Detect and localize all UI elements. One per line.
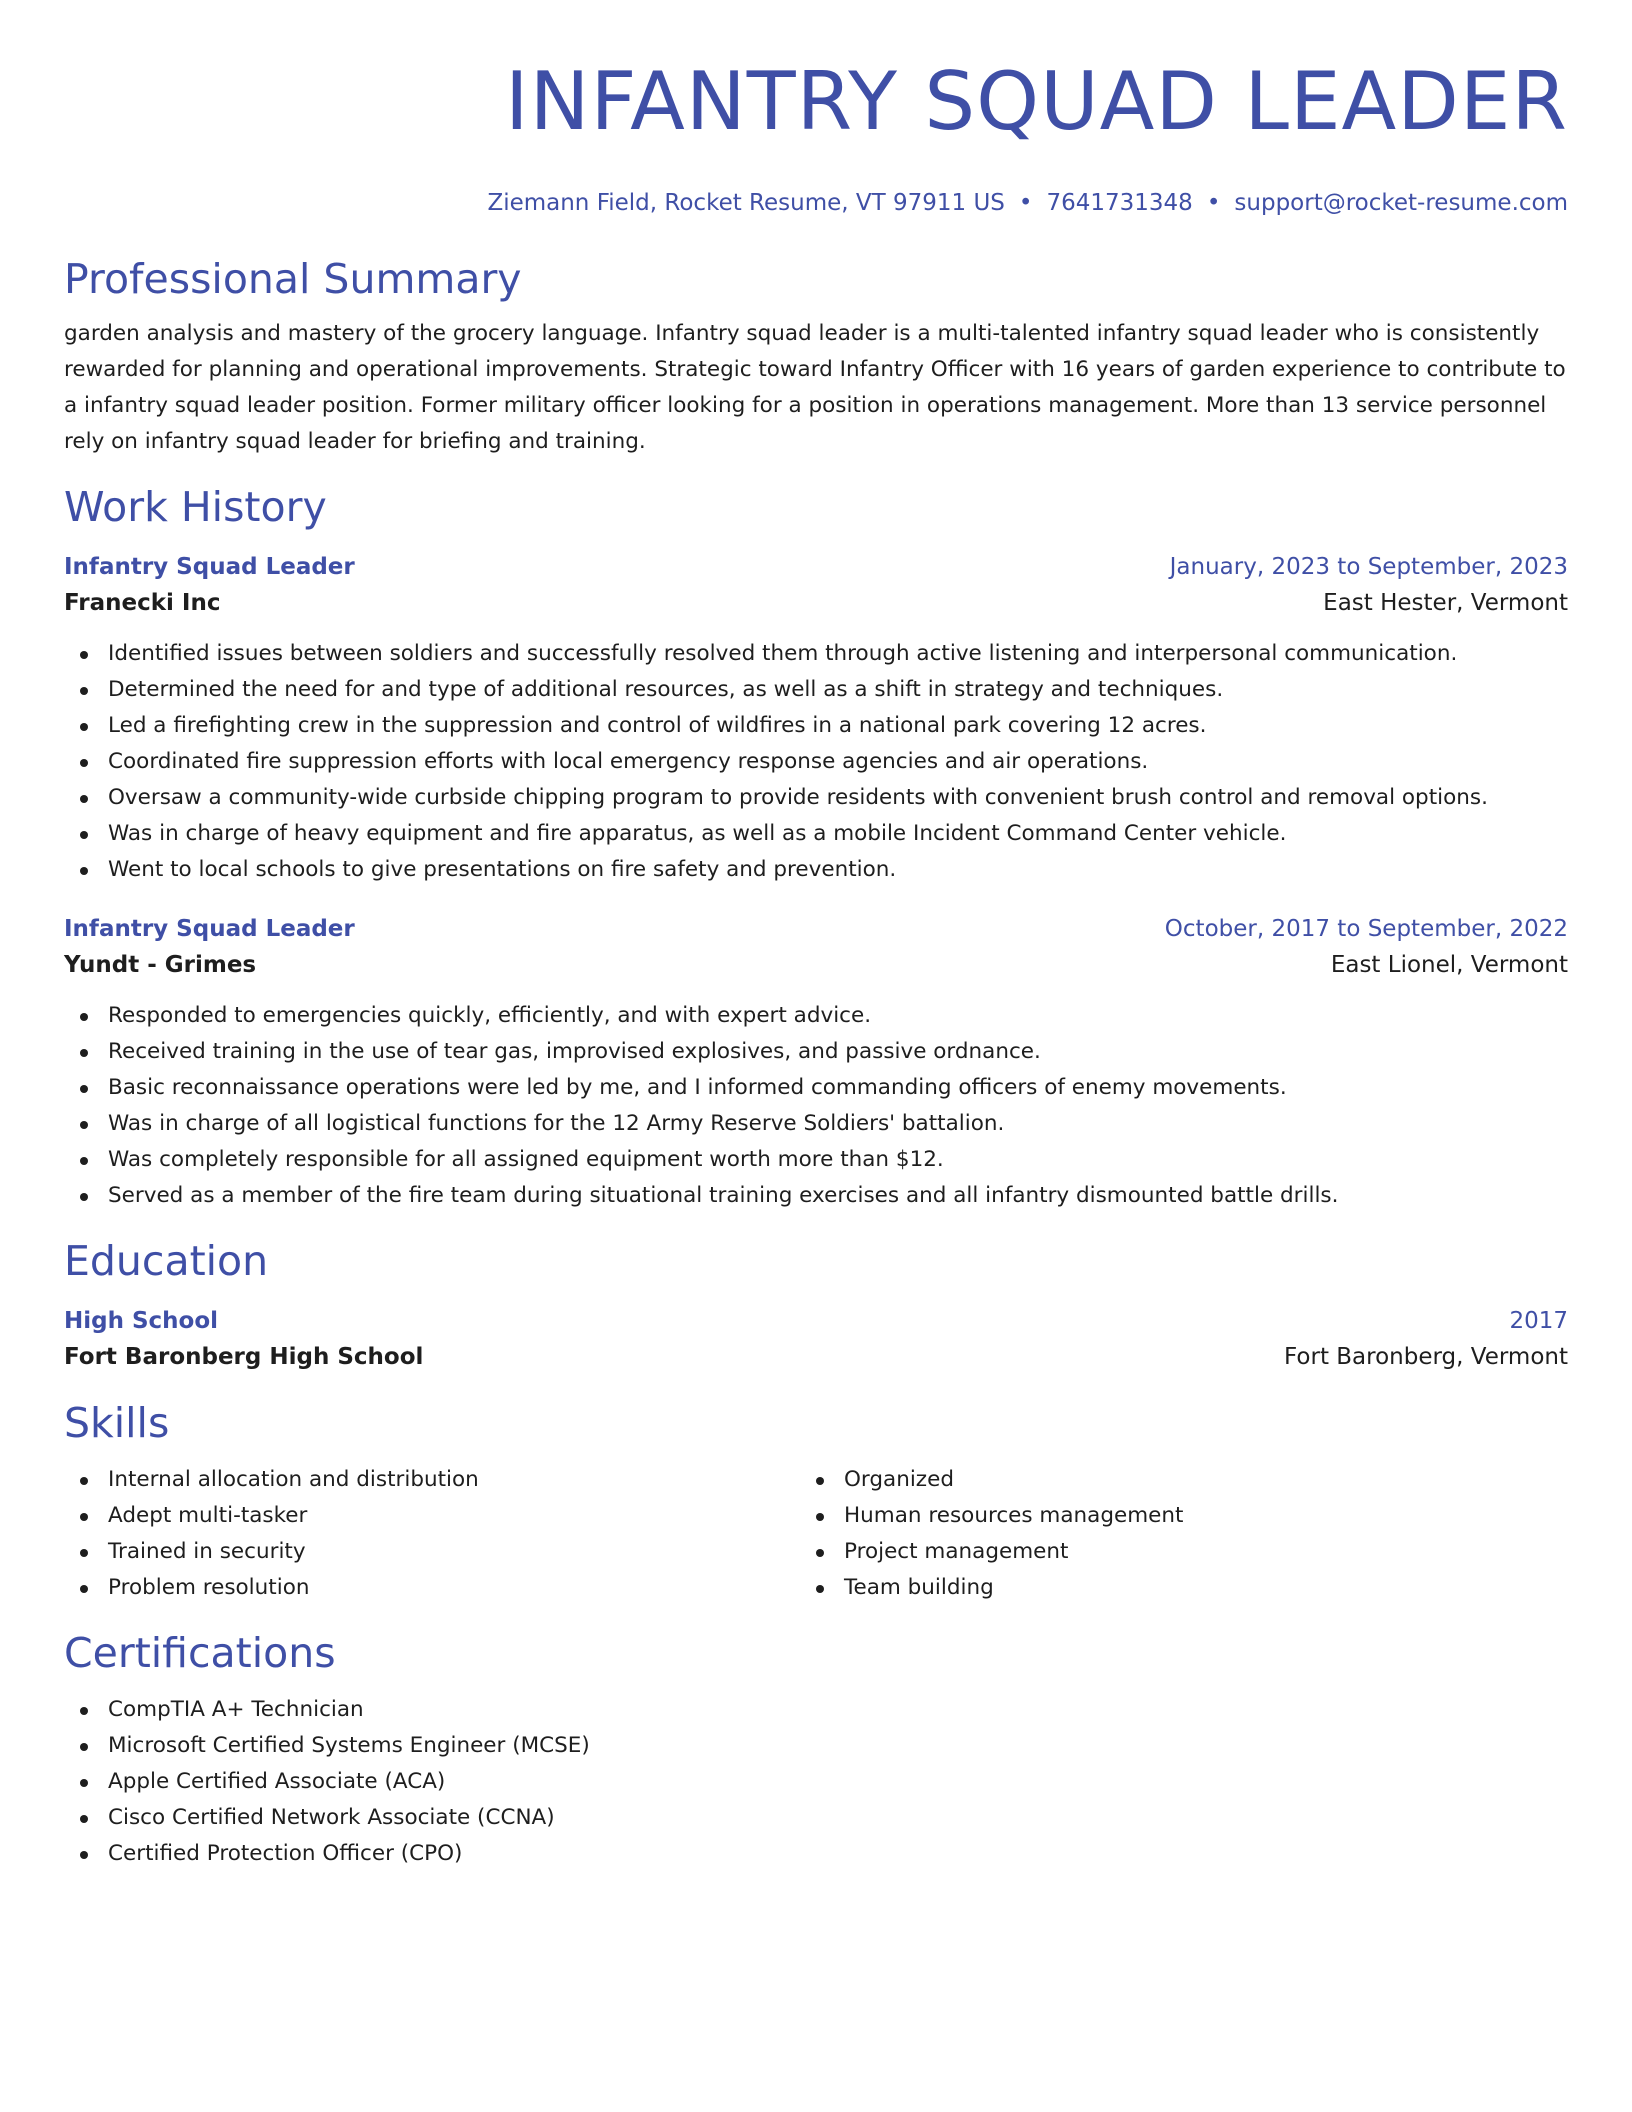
job-bullet-list: [64, 636, 1568, 888]
job-dates: January, 2023 to September, 2023: [1169, 554, 1568, 580]
work-history-section: [64, 482, 1568, 1214]
education-degree: High School: [64, 1308, 219, 1334]
contact-phone: 7641731348: [1046, 190, 1193, 216]
section-title-certifications: Certifications: [64, 1629, 336, 1677]
job-entry: [64, 550, 1568, 888]
job-bullet: Oversaw a community-wide curbside chipping program to provide residents with convenient brush control and removal options.: [64, 780, 1568, 816]
job-bullet-list: [64, 998, 1568, 1214]
contact-line: [64, 188, 1568, 218]
job-bullet: Led a firefighting crew in the suppression and control of wildfires in a national park covering 12 acres.: [64, 708, 1568, 744]
job-bullet: Served as a member of the fire team during situational training exercises and all infantry dismounted battle drills.: [64, 1178, 1568, 1214]
certification-item: Cisco Certified Network Associate (CCNA): [64, 1800, 1568, 1836]
section-title-summary: Professional Summary: [64, 255, 522, 303]
contact-separator: •: [1206, 190, 1221, 216]
contact-address: Ziemann Field, Rocket Resume, VT 97911 US: [487, 190, 1005, 216]
education-entry: [64, 1304, 1568, 1376]
certification-item: Apple Certified Associate (ACA): [64, 1764, 1568, 1800]
job-bullet: Went to local schools to give presentations on fire safety and prevention.: [64, 852, 1568, 888]
job-dates: October, 2017 to September, 2022: [1164, 916, 1568, 942]
job-bullet: Was completely responsible for all assigned equipment worth more than $12.: [64, 1142, 1568, 1178]
skill-item: Organized: [800, 1462, 1536, 1498]
contact-email: support@rocket-resume.com: [1234, 190, 1568, 216]
job-bullet: Responded to emergencies quickly, efficiently, and with expert advice.: [64, 998, 1568, 1034]
job-title: Infantry Squad Leader: [64, 554, 355, 580]
job-company: Yundt - Grimes: [64, 952, 257, 978]
skill-item: Adept multi-tasker: [64, 1498, 800, 1534]
job-location: East Lionel, Vermont: [1330, 952, 1568, 978]
skills-columns: [64, 1462, 1568, 1606]
skills-list-left: [64, 1462, 800, 1606]
job-bullet: Identified issues between soldiers and successfully resolved them through active listening and interpersonal communication.: [64, 636, 1568, 672]
job-company: Franecki Inc: [64, 590, 221, 616]
contact-separator: •: [1018, 190, 1033, 216]
job-bullet: Was in charge of heavy equipment and fire apparatus, as well as a mobile Incident Command Center vehicle.: [64, 816, 1568, 852]
skill-item: Human resources management: [800, 1498, 1536, 1534]
certification-item: CompTIA A+ Technician: [64, 1692, 1568, 1728]
job-bullet: Was in charge of all logistical functions for the 12 Army Reserve Soldiers' battalion.: [64, 1106, 1568, 1142]
certification-item: Microsoft Certified Systems Engineer (MCSE): [64, 1728, 1568, 1764]
education-location: Fort Baronberg, Vermont: [1284, 1344, 1568, 1370]
skill-item: Project management: [800, 1534, 1536, 1570]
skill-item: Internal allocation and distribution: [64, 1462, 800, 1498]
summary-text: garden analysis and mastery of the grocery language. Infantry squad leader is a multi-talented infantry squad leader who is consistently rewarded for planning and operational improvements. Strategic toward Infantry Officer with 16 years of garden experience to contribute to a infantry squad leader position. Former military officer looking for a position in operations management. More than 13 service personnel rely on infantry squad leader for briefing and training.: [64, 321, 1566, 454]
job-bullet: Received training in the use of tear gas, improvised explosives, and passive ordnance.: [64, 1034, 1568, 1070]
certification-item: Certified Protection Officer (CPO): [64, 1836, 1568, 1872]
skill-item: Team building: [800, 1570, 1536, 1606]
certifications-section: [64, 1628, 1568, 1872]
job-bullet: Determined the need for and type of additional resources, as well as a shift in strategy and techniques.: [64, 672, 1568, 708]
skill-item: Trained in security: [64, 1534, 800, 1570]
summary-section: [64, 254, 1568, 460]
job-location: East Hester, Vermont: [1323, 590, 1568, 616]
education-section: [64, 1236, 1568, 1376]
section-title-skills: Skills: [64, 1399, 170, 1447]
skills-section: [64, 1398, 1568, 1606]
job-title: Infantry Squad Leader: [64, 916, 355, 942]
job-bullet: Coordinated fire suppression efforts with local emergency response agencies and air operations.: [64, 744, 1568, 780]
candidate-name: INFANTRY SQUAD LEADER: [505, 55, 1568, 148]
skills-list-right: [800, 1462, 1536, 1606]
section-title-education: Education: [64, 1237, 269, 1285]
skill-item: Problem resolution: [64, 1570, 800, 1606]
section-title-work-history: Work History: [64, 483, 327, 531]
certifications-list: [64, 1692, 1568, 1872]
job-bullet: Basic reconnaissance operations were led by me, and I informed commanding officers of enemy movements.: [64, 1070, 1568, 1106]
education-school: Fort Baronberg High School: [64, 1344, 424, 1370]
education-year: 2017: [1509, 1308, 1568, 1334]
job-entry: [64, 912, 1568, 1214]
